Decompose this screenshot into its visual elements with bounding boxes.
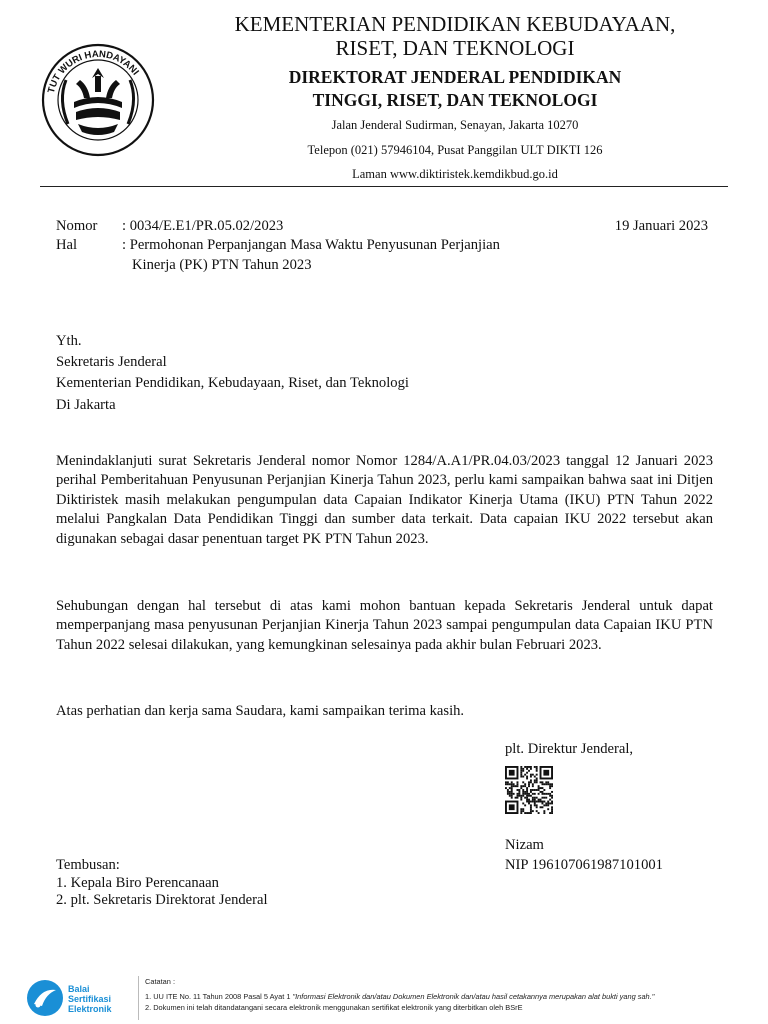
footer-divider [138, 976, 139, 1020]
footer-brand-line1: Balai [68, 984, 90, 994]
nomor-value: : 0034/E.E1/PR.05.02/2023 [122, 218, 284, 234]
hal-value-line2: Kinerja (PK) PTN Tahun 2023 [132, 257, 312, 273]
recipient-title: Sekretaris Jenderal [56, 354, 167, 370]
directorate-name-line2: TINGGI, RISET, DAN TEKNOLOGI [312, 90, 598, 110]
recipient-salutation: Yth. [56, 333, 82, 349]
letter-date: 19 Januari 2023 [614, 218, 708, 234]
hal-value-line1: : Permohonan Perpanjangan Masa Waktu Penyusunan Perjanjian [122, 237, 500, 253]
footer-note-1-quote: "Informasi Elektronik dan/atau Dokumen Elektronik dan/atau hasil cetakannya merupakan alat bukti yang sah." [292, 992, 655, 1001]
directorate-name-line1: DIREKTORAT JENDERAL PENDIDIKAN [288, 67, 622, 87]
nomor-label: Nomor [56, 218, 98, 234]
cc-item-1: 1. Kepala Biro Perencanaan [56, 875, 219, 891]
footer-note-2: 2. Dokumen ini telah ditandatangani secara elektronik menggunakan sertifikat elektronik yang diterbitkan oleh BSrE [145, 1003, 523, 1012]
signatory-nip: NIP 196107061987101001 [505, 857, 663, 873]
ministry-name-line1: KEMENTERIAN PENDIDIKAN KEBUDAYAAN, [234, 12, 676, 36]
qr-code [505, 766, 553, 814]
signatory-name: Nizam [505, 837, 544, 853]
cc-item-2: 2. plt. Sekretaris Direktorat Jenderal [56, 892, 268, 908]
bsre-logo [24, 978, 66, 1018]
body-closing: Atas perhatian dan kerja sama Saudara, kami sampaikan terima kasih. [56, 703, 465, 719]
letterhead-phone: Telepon (021) 57946104, Pusat Panggilan ULT DIKTI 126 [307, 143, 603, 157]
ministry-name-line2: RISET, DAN TEKNOLOGI [335, 36, 575, 60]
hal-label: Hal [56, 237, 78, 253]
letterhead-address: Jalan Jenderal Sudirman, Senayan, Jakarta 10270 [331, 118, 579, 132]
tut-wuri-handayani-logo [38, 40, 158, 158]
footer-brand-line3: Elektronik [68, 1004, 112, 1014]
footer-brand-line2: Sertifikasi [68, 994, 112, 1004]
footer-note-1-prefix: 1. UU ITE No. 11 Tahun 2008 Pasal 5 Ayat 1 [145, 992, 293, 1001]
letterhead-website: Laman www.diktiristek.kemdikbud.go.id [352, 167, 558, 181]
footer-note-1 [145, 992, 654, 1002]
body-paragraph-2: Sehubungan dengan hal tersebut di atas kami mohon bantuan kepada Sekretaris Jenderal untuk dapat memperpanjang masa penyusunan Perjanjian Kinerja Tahun 2023 sampai pengumpulan data Capaian IKU PTN Tahun 2022 selesai dilakukan, yang kemungkinan selesainya pada akhir bulan Februari 2023. [56, 598, 713, 653]
cc-label: Tembusan: [56, 857, 120, 873]
body-paragraph-1: Menindaklanjuti surat Sekretaris Jenderal nomor Nomor 1284/A.A1/PR.04.03/2023 tanggal 12 Januari 2023 perihal Pemberitahuan Penyusunan Perjanjian Kinerja Tahun 2023, perlu kami sampaikan bahwa saat ini Ditjen Diktiristek masih melakukan pengumpulan data Capaian Indikator Kinerja Utama (IKU) PTN Tahun 2022 melalui Pangkalan Data Pendidikan Tinggi dan sumber data terkait. Data capaian IKU 2022 tersebut akan digunakan sebagai dasar penentuan target PK PTN Tahun 2023. [56, 453, 713, 547]
header-divider [40, 186, 728, 187]
signature-title: plt. Direktur Jenderal, [505, 741, 634, 757]
footer-notes-label: Catatan : [145, 977, 175, 986]
svg-text:TUT WURI HANDAYANI: TUT WURI HANDAYANI [45, 48, 141, 95]
recipient-institution: Kementerian Pendidikan, Kebudayaan, Riset, dan Teknologi [56, 375, 409, 391]
recipient-location: Di Jakarta [56, 397, 116, 413]
